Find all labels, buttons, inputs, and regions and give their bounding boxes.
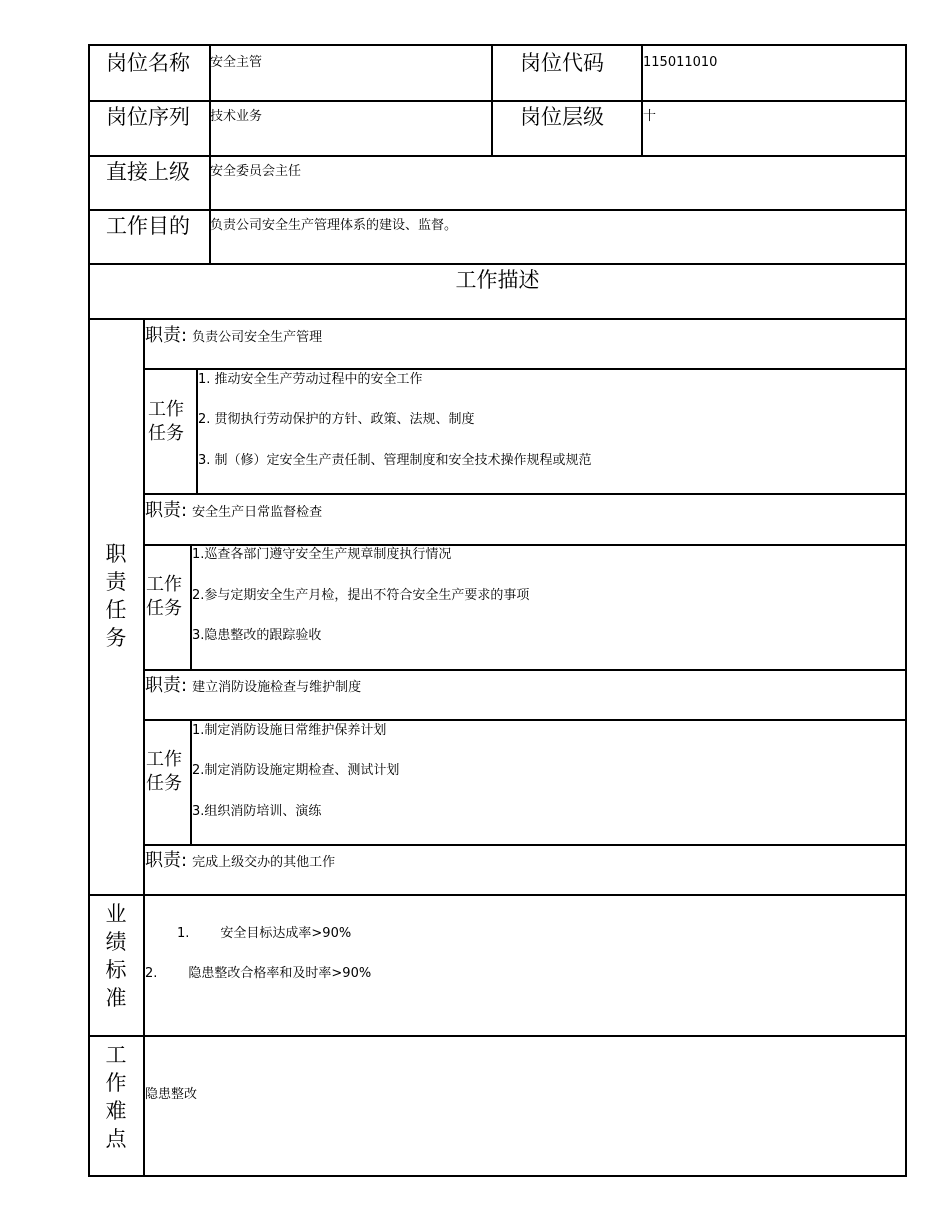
purpose-label: 工作目的 [106,214,190,238]
duties-section-label [96,540,136,652]
duty-title: 负责公司安全生产管理 [192,330,323,345]
performance-section-label [96,900,136,1012]
performance-num: 1. [177,926,190,941]
task-item: 1.制定消防设施日常维护保养计划 [192,723,387,738]
performance-text: 隐患整改合格率和及时率>90% [188,966,372,981]
duty-row [145,500,322,522]
sequence-label: 岗位序列 [106,105,190,129]
task-item: 3.组织消防培训、演练 [192,804,322,819]
position-code-label: 岗位代码 [520,51,604,75]
level-value: 十 [643,109,657,124]
performance-label-char: 绩 [105,930,127,954]
duty-title: 完成上级交办的其他工作 [192,855,336,870]
duty-prefix: 职责: [145,325,188,346]
duties-label-char: 务 [105,626,127,650]
task-item: 2.制定消防设施定期检查、测试计划 [192,763,400,778]
performance-item [177,926,351,942]
task-item: 1.巡查各部门遵守安全生产规章制度执行情况 [192,547,452,562]
performance-item [145,966,371,982]
duty-title: 安全生产日常监督检查 [192,505,323,520]
task-label [148,398,184,446]
difficulty-section-label [96,1041,136,1153]
difficulty-label-char: 点 [105,1127,127,1151]
supervisor-value: 安全委员会主任 [210,164,302,179]
performance-label-char: 标 [105,958,127,982]
task-item: 1. 推动安全生产劳动过程中的安全工作 [198,372,423,387]
difficulty-label-char: 作 [105,1071,127,1095]
duty-title: 建立消防设施检查与维护制度 [192,680,362,695]
duty-row [145,850,335,872]
task-label [146,748,182,796]
task-item: 2.参与定期安全生产月检，提出不符合安全生产要求的事项 [192,588,530,603]
position-name-label: 岗位名称 [106,51,190,75]
difficulty-label-char: 难 [105,1099,127,1123]
description-title: 工作描述 [455,268,540,292]
supervisor-label: 直接上级 [106,160,190,184]
sequence-value: 技术业务 [210,109,263,124]
task-item: 3.隐患整改的跟踪验收 [192,628,322,643]
task-item: 3. 制（修）定安全生产责任制、管理制度和安全技术操作规程或规范 [198,453,592,468]
duties-label-char: 责 [105,570,127,594]
task-label-line: 任务 [148,423,184,444]
purpose-value: 负责公司安全生产管理体系的建设、监督。 [210,218,458,233]
duty-prefix: 职责: [145,675,188,696]
performance-label-char: 准 [105,986,127,1010]
task-label-line: 工作 [146,574,182,595]
performance-label-char: 业 [105,902,127,926]
duties-label-char: 职 [105,542,127,566]
task-item: 2. 贯彻执行劳动保护的方针、政策、法规、制度 [198,412,475,427]
task-label-line: 工作 [146,749,182,770]
level-label: 岗位层级 [520,105,604,129]
duty-prefix: 职责: [145,850,188,871]
duties-label-char: 任 [105,598,127,622]
position-code-value: 115011010 [643,55,718,70]
task-label-line: 任务 [146,773,182,794]
position-name-value: 安全主管 [210,55,263,70]
difficulty-value: 隐患整改 [145,1087,198,1102]
task-label-line: 任务 [146,598,182,619]
task-label-line: 工作 [148,399,184,420]
duty-row [145,325,322,347]
performance-num: 2. [145,966,158,981]
duty-row [145,675,361,697]
duty-prefix: 职责: [145,500,188,521]
difficulty-label-char: 工 [105,1043,127,1067]
task-label [146,573,182,621]
performance-text: 安全目标达成率>90% [220,926,352,941]
